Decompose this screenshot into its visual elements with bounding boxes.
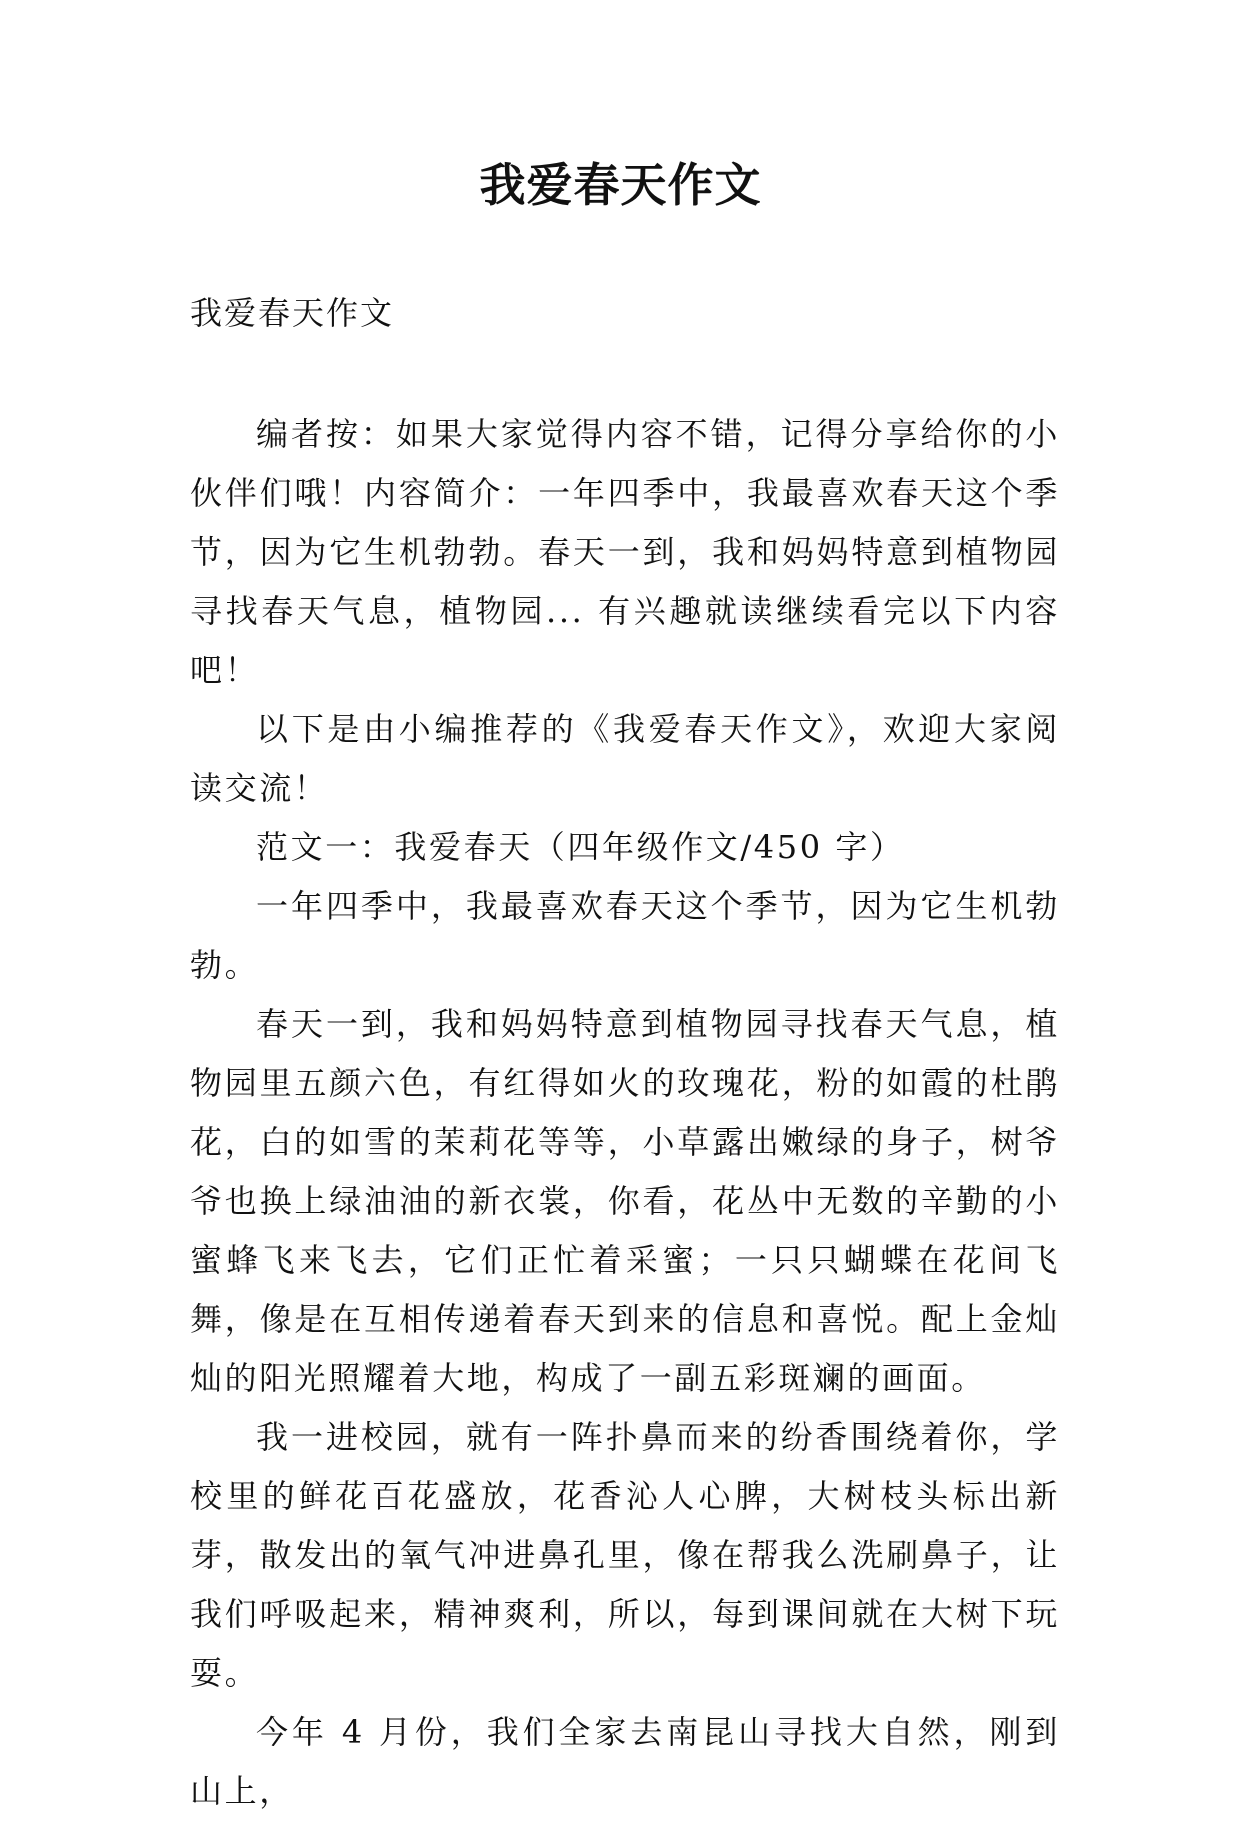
- document-title: 我爱春天作文: [479, 158, 762, 212]
- paragraph-campus: 我一进校园，就有一阵扑鼻而来的纷香围绕着你，学校里的鲜花百花盛放，花香沁人心脾，大树枝头标出新芽，散发出的氧气冲进鼻孔里，像在帮我么洗刷鼻子，让我们呼吸起来，精神爽利，所以，每到课间就在大树下玩耍。: [190, 1418, 1060, 1692]
- document-subtitle: 我爱春天作文: [190, 294, 395, 332]
- article-body: [190, 405, 1060, 1821]
- paragraph-nankun-mountain: 今年 4 月份，我们全家去南昆山寻找大自然，刚到山上，: [190, 1713, 1060, 1810]
- paragraph-editor-note: 编者按：如果大家觉得内容不错，记得分享给你的小伙伴们哦！内容简介：一年四季中，我最喜欢春天这个季节，因为它生机勃勃。春天一到，我和妈妈特意到植物园寻找春天气息，植物园... 有兴趣就读继续看完以下内容吧！: [190, 415, 1060, 689]
- paragraph-sample-heading: 范文一：我爱春天（四年级作文/450 字）: [256, 828, 905, 866]
- paragraph-intro: 以下是由小编推荐的《我爱春天作文》，欢迎大家阅读交流！: [190, 710, 1060, 807]
- paragraph-opening: 一年四季中，我最喜欢春天这个季节，因为它生机勃勃。: [190, 887, 1060, 984]
- paragraph-botanical-garden: 春天一到，我和妈妈特意到植物园寻找春天气息，植物园里五颜六色，有红得如火的玫瑰花，粉的如霞的杜鹃花，白的如雪的茉莉花等等，小草露出嫩绿的身子，树爷爷也换上绿油油的新衣裳，你看，花丛中无数的辛勤的小蜜蜂飞来飞去，它们正忙着采蜜；一只只蝴蝶在花间飞舞，像是在互相传递着春天到来的信息和喜悦。配上金灿灿的阳光照耀着大地，构成了一副五彩斑斓的画面。: [190, 1005, 1060, 1397]
